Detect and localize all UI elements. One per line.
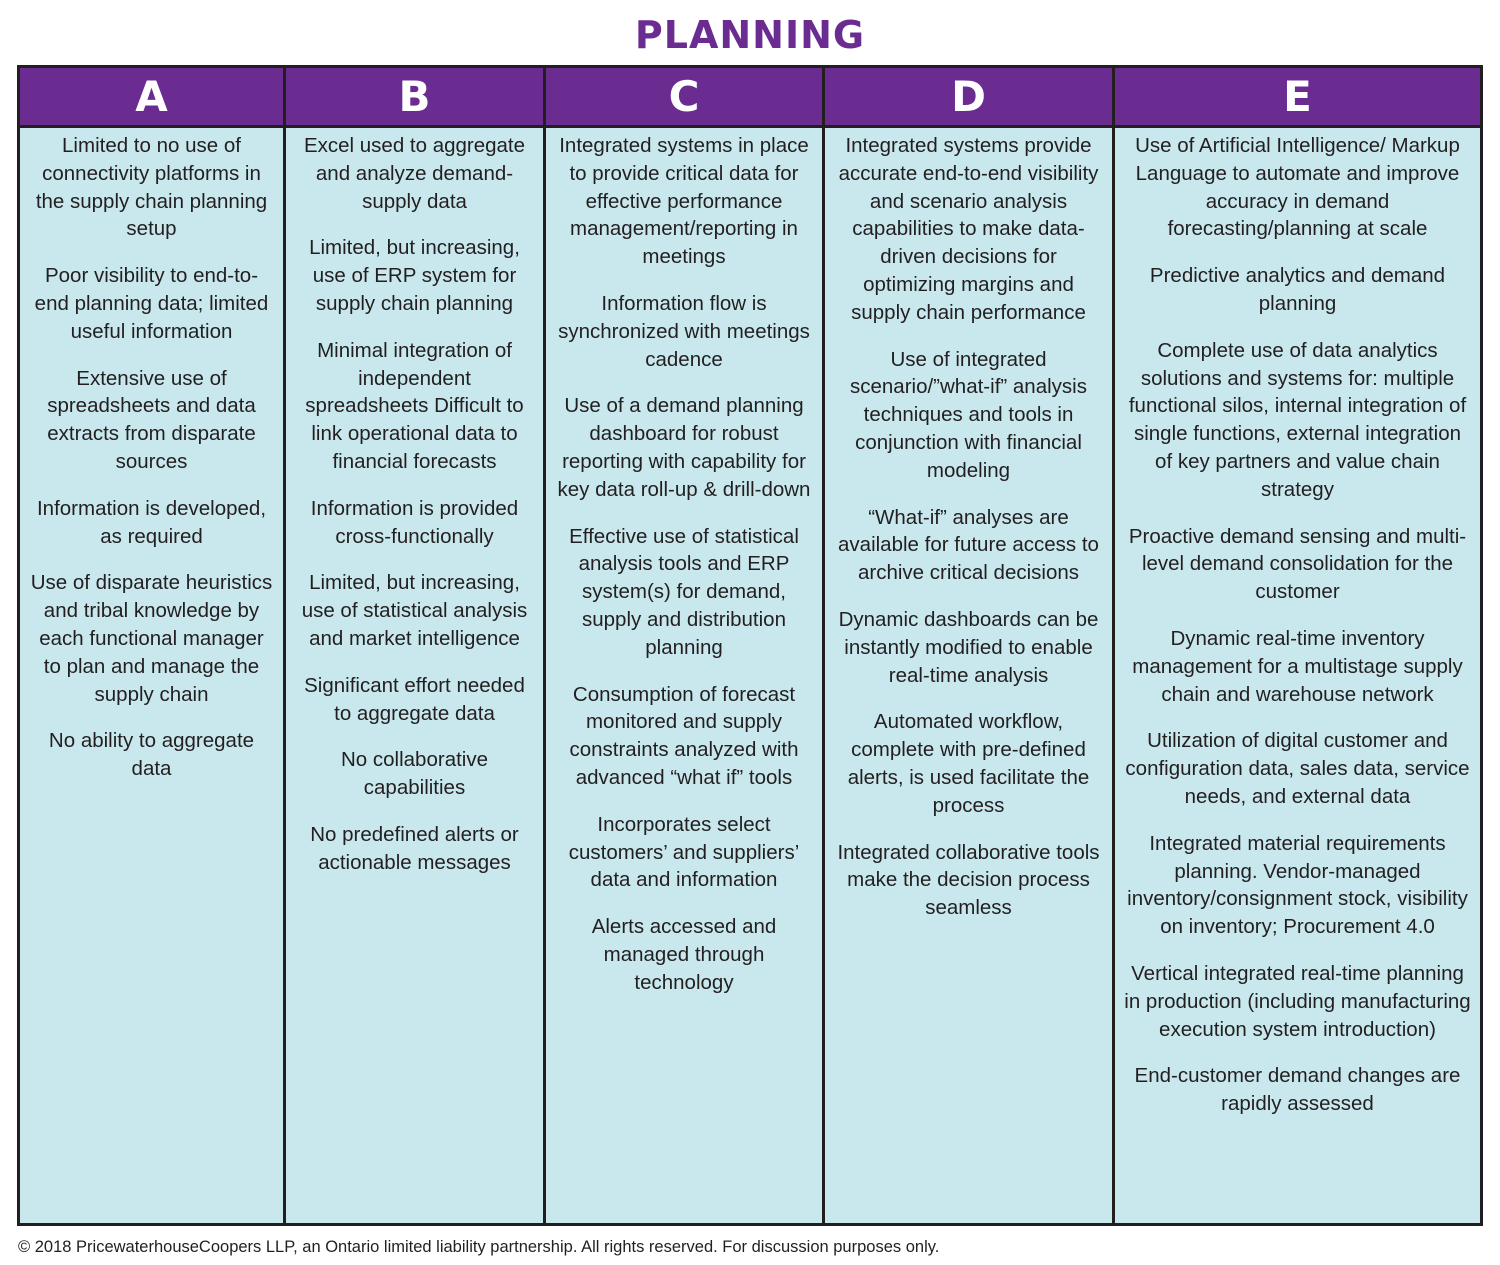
cell-text: Limited, but increasing, use of ERP system for supply chain planning [309, 236, 520, 315]
column-header-a: A [20, 68, 283, 128]
cell-text: Extensive use of spreadsheets and data extracts from disparate sources [47, 366, 256, 473]
column-cells-c [546, 128, 822, 1016]
column-e [1115, 68, 1480, 1223]
copyright-footer: © 2018 PricewaterhouseCoopers LLP, an Ontario limited liability partnership. All rights reserved. For discussion purposes only. [18, 1238, 940, 1256]
cell-text: Incorporates select customers’ and suppliers’ data and information [568, 812, 800, 892]
cell-text: Consumption of forecast monitored and supply constraints analyzed with advanced “what if” tools [569, 682, 799, 789]
cell-text: Use of integrated scenario/”what-if” analysis techniques and tools in conjunction with financial modeling [850, 347, 1087, 482]
cell-text: Predictive analytics and demand planning [1149, 264, 1446, 315]
cell-text: No predefined alerts or actionable messages [310, 822, 519, 874]
cell-text: Dynamic real-time inventory management for a multistage supply chain and warehouse network [1132, 626, 1463, 706]
cell-text: Limited, but increasing, use of statistical analysis and market intelligence [301, 571, 528, 650]
cell-text: Limited to no use of connectivity platforms in the supply chain planning setup [35, 134, 268, 241]
column-a [20, 68, 286, 1223]
cell-text: Proactive demand sensing and multi-level demand consolidation for the customer [1128, 524, 1467, 604]
cell-text: End-customer demand changes are rapidly assessed [1134, 1064, 1461, 1116]
cell-text: Alerts accessed and managed through technology [591, 915, 777, 994]
cell-text: No ability to aggregate data [48, 729, 255, 781]
cell-text: Poor visibility to end-to-end planning data; limited useful information [34, 264, 269, 343]
column-cells-b [286, 128, 543, 896]
cell-text: Complete use of data analytics solutions and systems for: multiple functional silos, internal integration of single functions, external integration of key partners and value chain strategy [1128, 338, 1467, 501]
column-header-e: E [1115, 68, 1480, 128]
column-d [825, 68, 1115, 1223]
column-c [546, 68, 825, 1223]
column-cells-d [825, 128, 1112, 941]
cell-text: Information flow is synchronized with meetings cadence [558, 291, 810, 371]
column-cells-a [20, 128, 283, 802]
cell-text: Integrated systems in place to provide critical data for effective performance management/reporting in meetings [559, 134, 809, 269]
cell-text: Integrated material requirements planning. Vendor-managed inventory/consignment stock, visibility on inventory; Procurement 4.0 [1127, 831, 1468, 939]
cell-text: Information is developed, as required [36, 496, 267, 548]
column-header-d: D [825, 68, 1112, 128]
cell-text: Utilization of digital customer and configuration data, sales data, service needs, and external data [1125, 729, 1470, 808]
column-header-b: B [286, 68, 543, 128]
page-title: PLANNING [634, 13, 866, 57]
cell-text: Effective use of statistical analysis tools and ERP system(s) for demand, supply and distribution planning [569, 524, 799, 659]
cell-text: Integrated systems provide accurate end-to-end visibility and scenario analysis capabilities to make data-driven decisions for optimizing margins and supply chain performance [838, 134, 1099, 324]
maturity-table [17, 65, 1483, 1226]
column-header-c: C [546, 68, 822, 128]
cell-text: Minimal integration of independent spreadsheets Difficult to link operational data to financial forecasts [305, 338, 524, 473]
cell-text: Automated workflow, complete with pre-defined alerts, is used facilitate the process [847, 710, 1090, 817]
cell-text: “What-if” analyses are available for future access to archive critical decisions [838, 505, 1099, 585]
cell-text: Significant effort needed to aggregate data [304, 673, 525, 725]
column-cells-e [1115, 128, 1480, 1137]
cell-text: Use of a demand planning dashboard for robust reporting with capability for key data roll-up & drill-down [557, 394, 811, 501]
cell-text: Vertical integrated real-time planning in production (including manufacturing execution system introduction) [1124, 961, 1471, 1041]
cell-text: Use of disparate heuristics and tribal knowledge by each functional manager to plan and manage the supply chain [30, 571, 273, 706]
column-b [286, 68, 546, 1223]
cell-text: Integrated collaborative tools make the decision process seamless [837, 840, 1100, 920]
cell-text: Information is provided cross-functionally [310, 496, 519, 548]
cell-text: No collaborative capabilities [341, 748, 488, 800]
cell-text: Excel used to aggregate and analyze demand-supply data [303, 134, 526, 213]
cell-text: Dynamic dashboards can be instantly modified to enable real-time analysis [838, 607, 1099, 687]
cell-text: Use of Artificial Intelligence/ Markup Language to automate and improve accuracy in demand forecasting/planning at scale [1135, 134, 1460, 241]
